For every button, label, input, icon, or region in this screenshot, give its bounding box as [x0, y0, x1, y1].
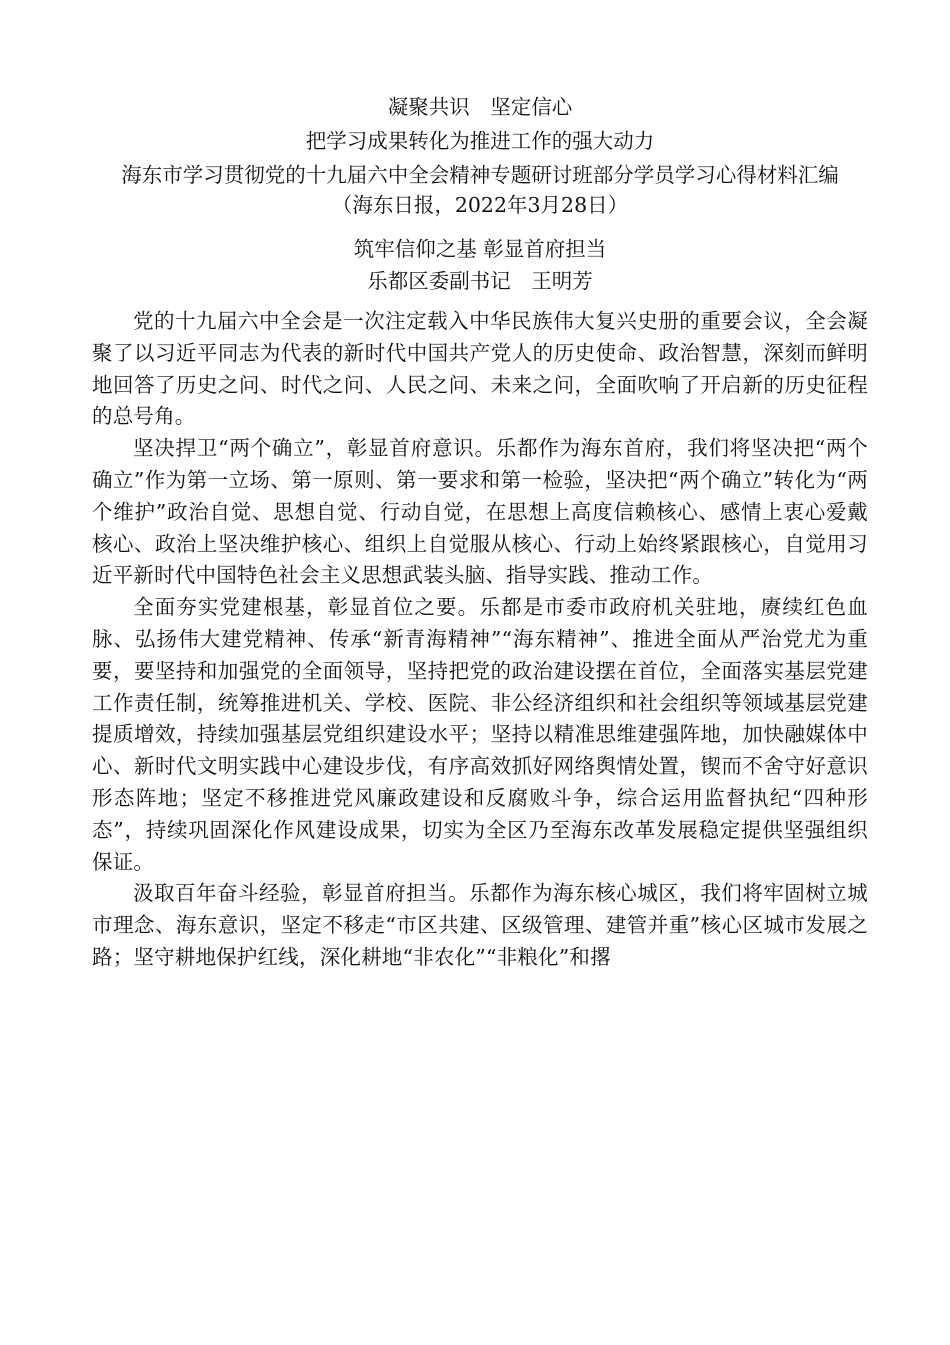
- paragraph: 汲取百年奋斗经验，彰显首府担当。乐都作为海东核心城区，我们将牢固树立城市理念、海东意识，坚定不移走“市区共建、区级管理、建管并重”核心区城市发展之路；坚守耕地保护红线，深化耕地“非农化”“非粮化”和撂: [92, 881, 868, 969]
- document-title: 凝聚共识 坚定信心: [387, 95, 573, 119]
- document-subtitle: 把学习成果转化为推进工作的强大动力: [305, 129, 655, 153]
- paragraph: 全面夯实党建根基，彰显首位之要。乐都是市委市政府机关驻地，赓续红色血脉、弘扬伟大建党精神、传承“新青海精神”“海东精神”、推进全面从严治党尤为重要，要坚持和加强党的全面领导，坚持把党的政治建设摆在首位，全面落实基层党建工作责任制，统筹推进机关、学校、医院、非公经济组织和社会组织等领域基层党建提质增效，持续加强基层党组织建设水平；坚持以精准思维建强阵地，加快融媒体中心、新时代文明实践中心建设步伐，有序高效抓好网络舆情处置，锲而不舍守好意识形态阵地；坚定不移推进党风廉政建设和反腐败斗争，综合运用监督执纪“四种形态”，持续巩固深化作风建设成果，切实为全区乃至海东改革发展稳定提供坚强组织保证。: [92, 595, 868, 874]
- article-body: [92, 306, 868, 974]
- document-series-title: 海东市学习贯彻党的十九届六中全会精神专题研讨班部分学员学习心得材料汇编: [121, 163, 839, 187]
- article-author: 乐都区委副书记 王明芳: [367, 269, 593, 293]
- article-title: 筑牢信仰之基 彰显首府担当: [353, 237, 607, 261]
- document-page: [92, 92, 868, 974]
- paragraph: 党的十九届六中全会是一次注定载入中华民族伟大复兴史册的重要会议，全会凝聚了以习近平同志为代表的新时代中国共产党人的历史使命、政治智慧，深刻而鲜明地回答了历史之问、时代之问、人民之问、未来之问，全面吹响了开启新的历史征程的总号角。: [92, 309, 868, 429]
- source-date: （海东日报，2022年3月28日）: [331, 193, 629, 217]
- paragraph: 坚决捍卫“两个确立”，彰显首府意识。乐都作为海东首府，我们将坚决把“两个确立”作为第一立场、第一原则、第一要求和第一检验，坚决把“两个确立”转化为“两个维护”政治自觉、思想自觉、行动自觉，在思想上高度信赖核心、感情上衷心爱戴核心、政治上坚决维护核心、组织上自觉服从核心、行动上始终紧跟核心，自觉用习近平新时代中国特色社会主义思想武装头脑、指导实践、推动工作。: [92, 436, 868, 588]
